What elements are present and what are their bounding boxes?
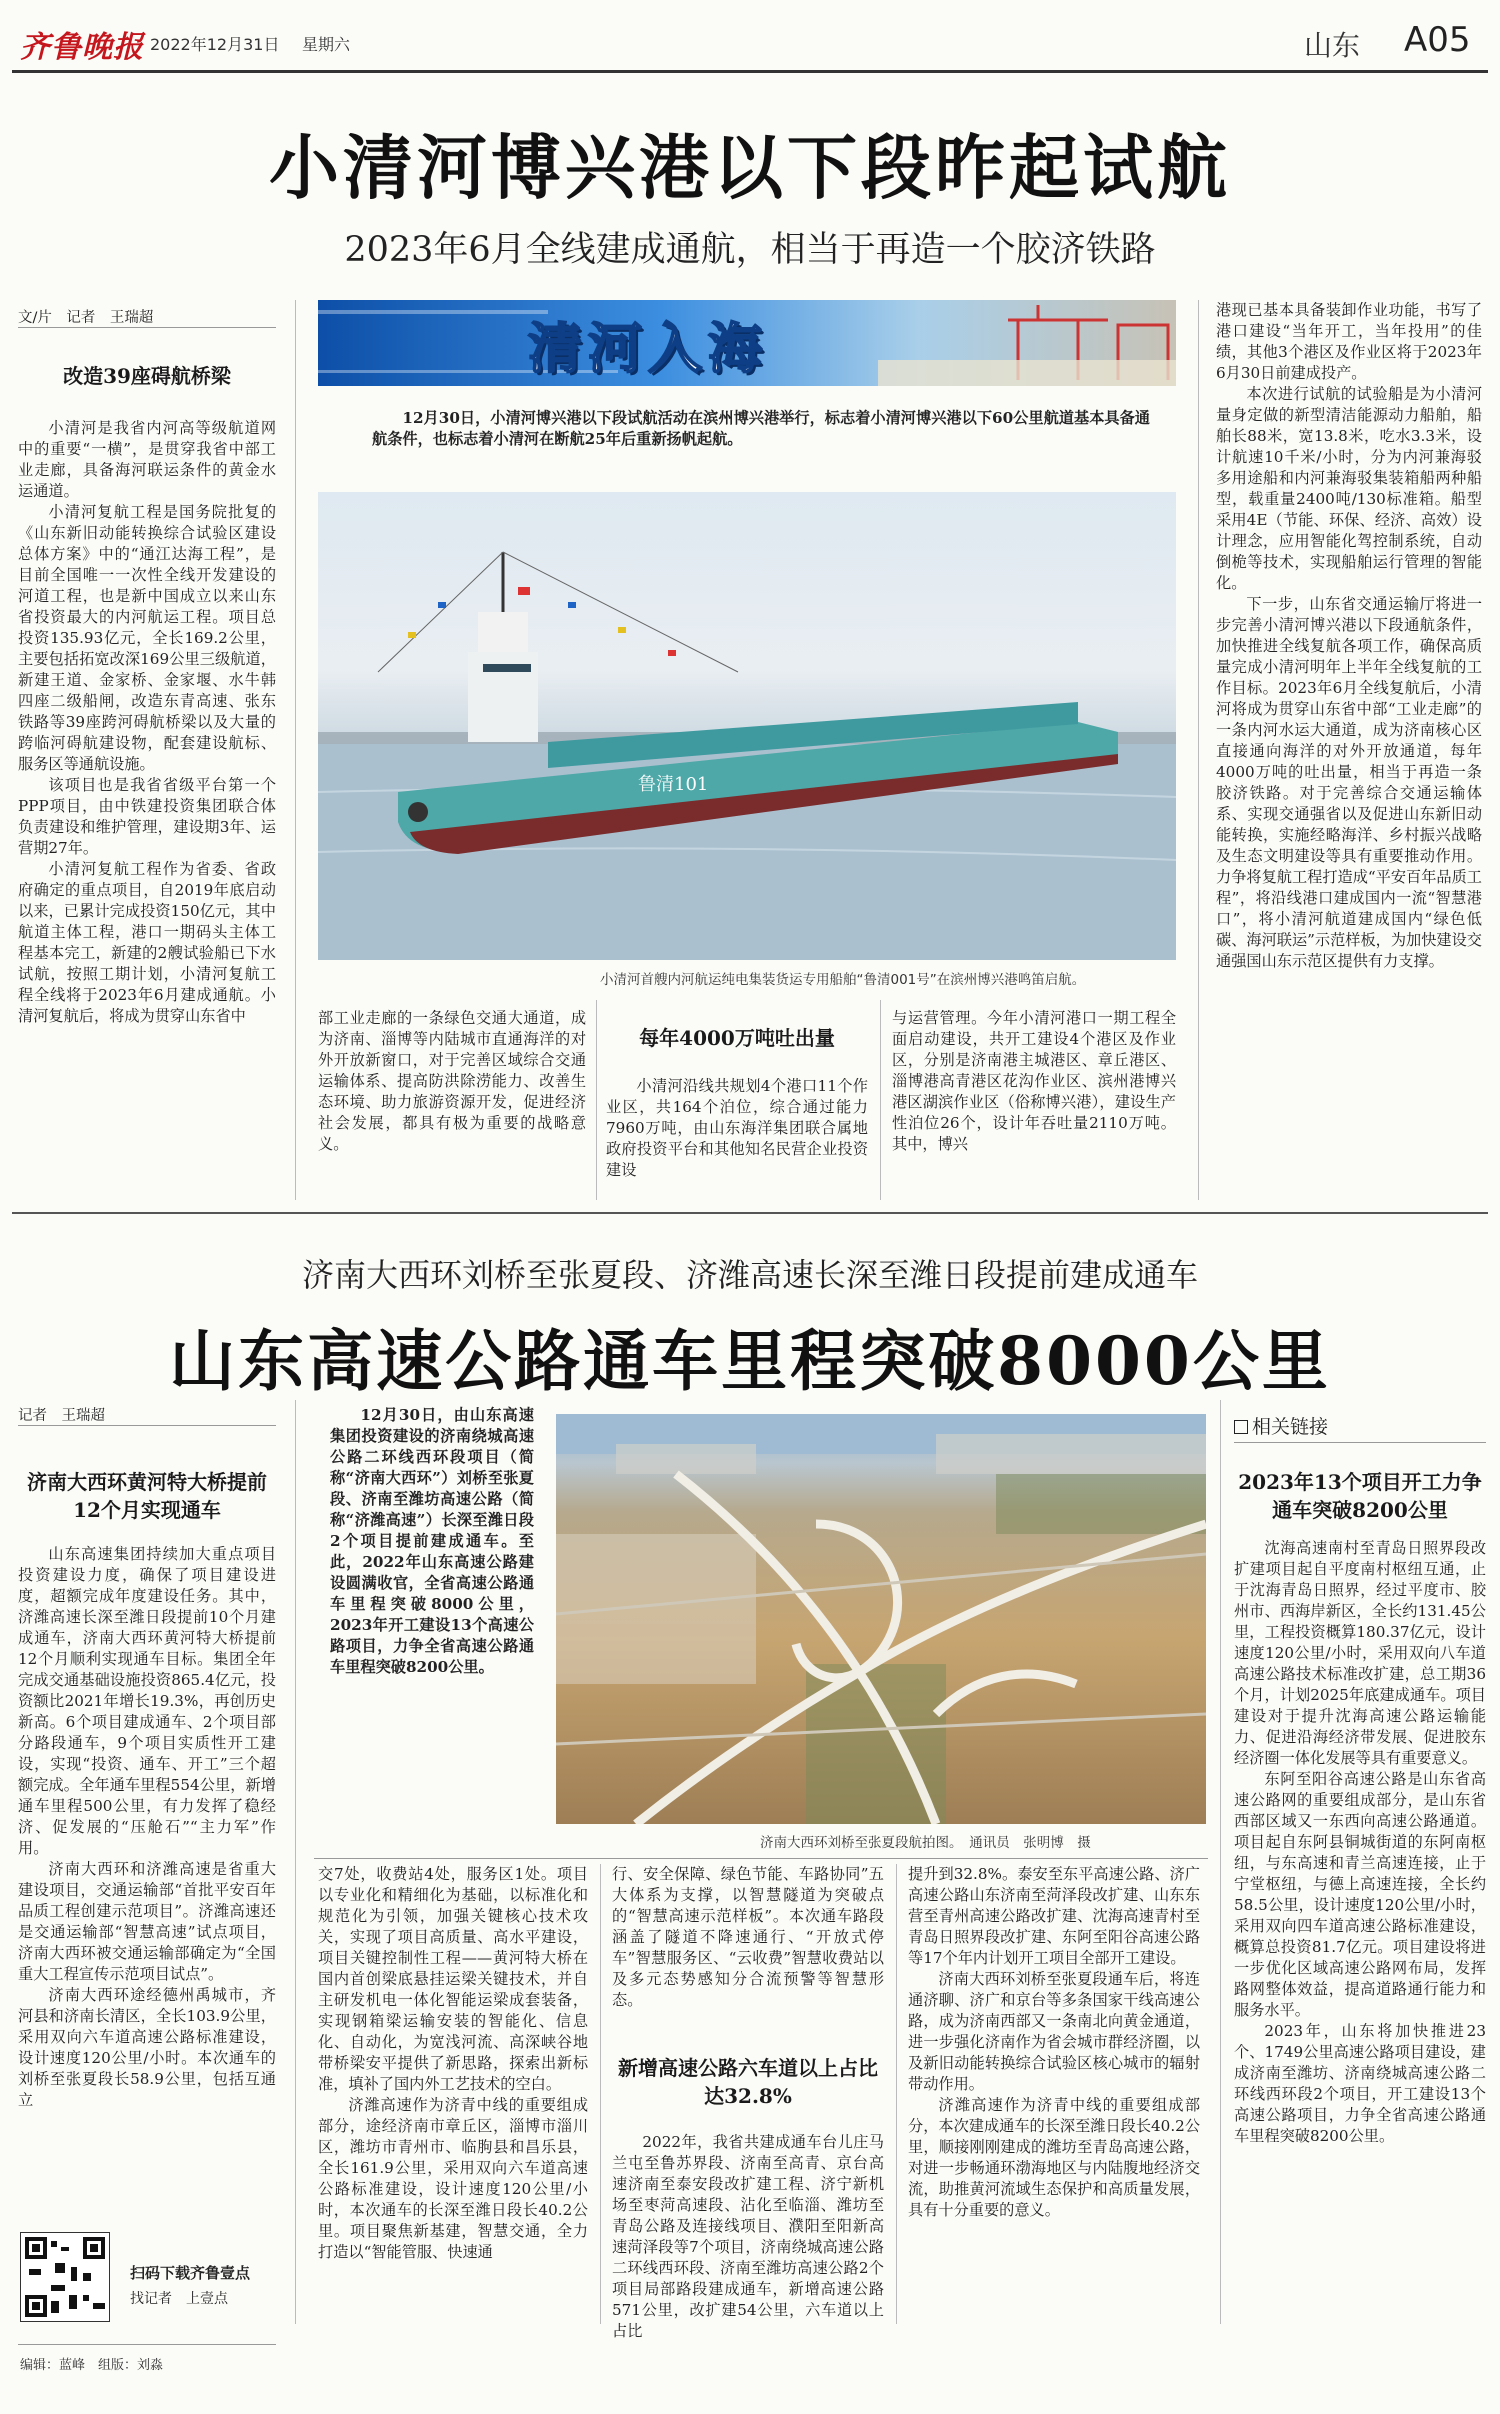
column-divider xyxy=(1220,1400,1221,2324)
column-divider xyxy=(1198,300,1199,1200)
paragraph: 港现已基本具备装卸作业功能，书写了港口建设“当年开工，当年投用”的佳绩，其他3个港区及作业区将于2023年6月30日前建成投产。 xyxy=(1216,301,1482,382)
story2-col3 xyxy=(612,1864,884,2011)
paragraph: 小清河复航工程是国务院批复的《山东新旧动能转换综合试验区建设总体方案》中的“通江达海工程”，是目前全国唯一一次性全线开发建设的河道工程，也是新中国成立以来山东省投资最大的内河航运工程。项目总投资135.93亿元，全长169.2公里，主要包括拓宽改深169公里三级航道，新建王道、金家桥、金家堰、水牛韩四座二级船闸，改造东青高速、张东铁路等39座跨河碍航桥梁以及大量的跨临河碍航建设物，配套建设航标、服务区等通航设施。 xyxy=(18,503,276,773)
story1-subhead-throughput: 每年4000万吨吐出量 xyxy=(639,1026,835,1050)
section-name: 山东 xyxy=(1304,29,1361,62)
story2-col2 xyxy=(318,1864,588,2263)
story2-subhead-lanes: 新增高速公路六车道以上占比达32.8% xyxy=(618,2056,878,2108)
editor-credit: 编辑：蓝峰 组版：刘淼 xyxy=(20,2358,164,2373)
column-divider xyxy=(295,1400,296,2324)
story1-subhead-bridges: 改造39座碍航桥梁 xyxy=(63,364,231,388)
story2-lead: 12月30日，由山东高速集团投资建设的济南绕城高速公路二环线西环段项目（简称“济南大西环”）刘桥至张夏段、济南至潍坊高速公路（简称“济潍高速”）长深至潍日段2个项目提前建成通车。至此，2022年山东高速公路建设圆满收官，全省高速公路通车里程突破8000公里，2023年开工建设13个高速公路项目，力争全省高速公路通车里程突破8200公里。 xyxy=(330,1406,534,1676)
banner-title: 清河入海 xyxy=(528,317,768,380)
story1-col3 xyxy=(606,1076,868,1181)
qr-line1: 扫码下载齐鲁壹点 xyxy=(130,2264,251,2282)
qr-line2: 找记者 上壹点 xyxy=(130,2291,228,2307)
masthead-rule xyxy=(12,70,1488,73)
story2-col1 xyxy=(18,1544,276,2111)
paragraph: 山东高速集团持续加大重点项目投资建设力度，确保了项目建设进度，超额完成年度建设任务。其中，济潍高速长深至潍日段提前10个月建成通车，济南大西环黄河特大桥提前12个月顺利实现通车目标。集团全年完成交通基础设施投资865.4亿元，投资额比2021年增长19.3%，再创历史新高。6个项目建成通车、2个项目部分路段通车，9个项目实质性开工建设，实现“投资、通车、开工”三个超额完成。全年通车里程554公里，新增通车里程500公里，有力发挥了稳经济、促发展的“压舱石”“主力军”作用。 xyxy=(18,1545,276,1857)
paragraph: 东阿至阳谷高速公路是山东省高速公路网的重要组成部分，是山东省西部区域又一东西向高速公路通道。项目起自东阿县铜城街道的东阿南枢纽，与东高速和青兰高速连接，止于宁堂枢纽，与德上高速连接，全长约58.5公里，设计速度120公里/小时，采用双向四车道高速公路标准建设，概算总投资81.7亿元。项目建设将进一步优化区域高速公路网布局，发挥路网整体效益，提高道路通行能力和服务水平。 xyxy=(1234,1770,1486,2019)
related-body xyxy=(1234,1538,1486,2147)
related-link-label xyxy=(1234,1412,1328,1439)
aerial-interchange-photo xyxy=(556,1414,1206,1824)
paragraph: 交7处，收费站4处，服务区1处。项目以专业化和精细化为基础，以标准化和规范化为引领，加强关键核心技术攻关，实现了项目高质量、高水平建设，项目关键控制性工程——黄河特大桥在国内首创梁底悬挂运梁关键技术，并自主研发机电一体化智能运梁成套装备，实现钢箱梁运输安装的智能化、信息化、自动化，为宽浅河流、高深峡谷地带桥梁安平提供了新思路，探索出新标准，填补了国内外工艺技术的空白。 xyxy=(318,1865,588,2093)
paragraph: 小清河是我省内河高等级航道网中的重要“一横”，是贯穿我省中部工业走廊，具备海河联运条件的黄金水运通道。 xyxy=(18,419,276,500)
story2-col3b xyxy=(612,2132,884,2342)
story2-subhead-bridge: 济南大西环黄河特大桥提前12个月实现通车 xyxy=(27,1470,267,1522)
qr-code-icon xyxy=(21,2233,109,2321)
column-divider xyxy=(295,300,296,1200)
aerial-photo-caption: 济南大西环刘桥至张夏段航拍图。 通讯员 张明博 摄 xyxy=(760,1835,1091,1851)
paragraph: 小清河复航工程作为省委、省政府确定的重点项目，自2019年底启动以来，已累计完成投资150亿元，其中航道主体工程，港口一期码头主体工程基本完工，新建的2艘试验船已下水试航，按照工期计划，小清河复航工程全线将于2023年6月建成通航。小清河复航后，将成为贯穿山东省中 xyxy=(18,860,276,1025)
story1-headline: 小清河博兴港以下段昨起试航 xyxy=(269,126,1231,209)
paragraph: 该项目也是我省省级平台第一个PPP项目，由中铁建投资集团联合体负责建设和维护管理，建设期3年、运营期27年。 xyxy=(18,776,276,857)
story1-col2 xyxy=(318,1008,586,1155)
qr-code[interactable] xyxy=(20,2232,110,2322)
paragraph: 下一步，山东省交通运输厅将进一步完善小清河博兴港以下段通航条件，加快推进全线复航各项工作，确保高质量完成小清河明年上半年全线复航的工作目标。2023年6月全线复航后，小清河将成为贯穿山东省中部“工业走廊”的一条内河水运大通道，成为济南核心区直接通向海洋的对外开放通道，每年4000万吨的吐出量，相当于再造一条胶济铁路。对于完善综合交通运输体系、实现交通强省以及促进山东新旧动能转换，实施经略海洋、乡村振兴战略及生态文明建设等具有重要推动作用。力争将复航工程打造成“平安百年品质工程”，将沿线港口建成国内一流“智慧港口”，将小清河航道建成国内“绿色低碳、海河联运”示范样板，为加快建设交通强国山东示范区提供有力支撑。 xyxy=(1216,595,1482,970)
masthead xyxy=(12,18,1488,65)
footer-rule xyxy=(18,2344,276,2345)
issue-date: 2022年12月31日 xyxy=(150,35,280,54)
story1-lead: 12月30日，小清河博兴港以下段试航活动在滨州博兴港举行，标志着小清河博兴港以下60公里航道基本具备通航条件，也标志着小清河在断航25年后重新扬帆起航。 xyxy=(372,409,1150,448)
paragraph: 提升到32.8%。泰安至东平高速公路、济广高速公路山东济南至菏泽段改扩建、山东东营至青州高速公路改扩建、沈海高速青村至青岛日照界段改扩建、东阿至阳谷高速公路等17个年内计划开工项目全部开工建设。 xyxy=(908,1865,1200,1967)
ship-illustration xyxy=(318,492,1176,960)
ship-photo-caption: 小清河首艘内河航运纯电集装货运专用船舶“鲁清001号”在滨州博兴港鸣笛启航。 xyxy=(600,972,1086,988)
paragraph: 部工业走廊的一条绿色交通大通道，成为济南、淄博等内陆城市直通海洋的对外开放新窗口，对于完善区域综合交通运输体系、提高防洪除涝能力、改善生态环境、助力旅游资源开发，促进经济社会发展，都具有极为重要的战略意义。 xyxy=(318,1009,586,1153)
paragraph: 济潍高速作为济青中线的重要组成部分，途经济南市章丘区，淄博市淄川区，潍坊市青州市、临朐县和昌乐县，全长161.9公里，采用双向六车道高速公路标准建设，设计速度120公里/小时，本次通车的长深至潍日段长40.2公里。项目聚焦新基建，智慧交通，全力打造以“智能管服、快速通 xyxy=(318,2096,588,2261)
paragraph: 济南大西环和济潍高速是省重大建设项目，交通运输部“首批平安百年品质工程创建示范项目”。济潍高速还是交通运输部“智慧高速”试点项目，济南大西环被交通运输部确定为“全国重大工程宣传示范项目试点”。 xyxy=(18,1860,276,1983)
paragraph: 济潍高速作为济青中线的重要组成部分，本次建成通车的长深至潍日段长40.2公里，顺接刚刚建成的潍坊至青岛高速公路，对进一步畅通环渤海地区与内陆腹地经济交流，助推黄河流域生态保护和高质量发展，具有十分重要的意义。 xyxy=(908,2096,1201,2219)
column-divider xyxy=(600,1864,601,2324)
qinghe-rumai-banner xyxy=(318,300,1176,386)
story1-byline: 文/片 记者 王瑞超 xyxy=(18,310,154,326)
story-separator xyxy=(12,1212,1488,1214)
story2-headline: 山东高速公路通车里程突破8000公里 xyxy=(169,1322,1331,1400)
related-label-text: 相关链接 xyxy=(1252,1416,1329,1438)
paragraph: 2023年，山东将加快推进23个、1749公里高速公路项目建设，建成济南至潍坊、济南绕城高速公路二环线西环段2个项目，开工建设13个高速公路项目，力争全省高速公路通车里程突破8200公里。 xyxy=(1234,2022,1486,2145)
page-number: A05 xyxy=(1404,20,1471,60)
paragraph: 济南大西环途经德州禹城市，齐河县和济南长清区，全长103.9公里，采用双向六车道高速公路标准建设，设计速度120公里/小时。本次通车的刘桥至张夏段长58.9公里，包括互通立 xyxy=(18,1986,276,2109)
newspaper-logo: 齐鲁晚报 xyxy=(20,30,144,65)
story1-col4 xyxy=(892,1008,1176,1155)
story1-subhead: 2023年6月全线建成通航，相当于再造一个胶济铁路 xyxy=(344,230,1156,270)
related-title: 2023年13个项目开工力争通车突破8200公里 xyxy=(1238,1470,1482,1522)
paragraph: 行、安全保障、绿色节能、车路协同”五大体系为支撑，以智慧隧道为突破点的“智慧高速示范样板”。本次通车路段涵盖了隧道不降速通行、“开放式停车”智慧服务区、“云收费”智慧收费站以及多元态势感知分合流预警等智慧形态。 xyxy=(612,1865,884,2009)
byline-rule xyxy=(18,327,276,328)
column-divider xyxy=(596,1000,597,1200)
column-divider xyxy=(880,1000,881,1200)
square-icon xyxy=(1234,1420,1248,1434)
paragraph: 沈海高速南村至青岛日照界段改扩建项目起自平度南村枢纽互通，止于沈海青岛日照界，经过平度市、胶州市、西海岸新区，全长约131.45公里，工程投资概算180.37亿元，设计速度120公里/小时，采用双向八车道高速公路技术标准改扩建，总工期36个月，计划2025年底建成通车。项目建设对于提升沈海高速公路运输能力、促进沿海经济带发展、促进胶东经济圈一体化发展等具有重要意义。 xyxy=(1234,1539,1486,1767)
story2-col4 xyxy=(908,1864,1200,2221)
ship-photo xyxy=(318,492,1176,960)
paragraph: 小清河沿线共规划4个港口11个作业区，共164个泊位，综合通过能力7960万吨，由山东海洋集团联合属地政府投资平台和其他知名民营企业投资建设 xyxy=(606,1077,868,1179)
story2-kicker: 济南大西环刘桥至张夏段、济潍高速长深至潍日段提前建成通车 xyxy=(301,1256,1198,1294)
paragraph: 本次进行试航的试验船是为小清河量身定做的新型清洁能源动力船舶，船舶长88米，宽13.8米，吃水3.3米，设计航速10千米/小时，分为内河兼海驳多用途船和内河兼海驳集装箱船两种船型，载重量2400吨/130标准箱。船型采用4E（节能、环保、经济、高效）设计理念，应用智能化驾控制系统，自动倒桅等技术，实现船舶运行管理的智能化。 xyxy=(1216,385,1482,592)
story1-col5 xyxy=(1216,300,1482,972)
story1-col1 xyxy=(18,418,276,1027)
paragraph: 2022年，我省共建成通车台儿庄马兰屯至鲁苏界段、济南至高青、京台高速济南至泰安段改扩建工程、济宁新机场至枣菏高速段、沾化至临淄、潍坊至青岛公路及连接线项目、濮阳至阳新高速菏泽段等7个项目，济南绕城高速公路二环线西环段、济南至潍坊高速公路2个项目局部路段建成通车，新增高速公路571公里，改扩建54公里，六车道以上占比 xyxy=(612,2133,884,2340)
paragraph: 与运营管理。今年小清河港口一期工程全面启动建设，共开工建设4个港区及作业区，分别是济南港主城港区、章丘港区、淄博港高青港区花沟作业区、滨州港博兴港区湖滨作业区（俗称博兴港），建设生产性泊位26个，设计年吞吐量2110万吨。其中，博兴 xyxy=(892,1009,1176,1153)
paragraph: 济南大西环刘桥至张夏段通车后，将连通济聊、济广和京台等多条国家干线高速公路，成为济南西部又一条南北向黄金通道，进一步强化济南作为省会城市群经济圈，以及新旧动能转换综合试验区核心城市的辐射带动作用。 xyxy=(908,1970,1200,2093)
interchange-illustration xyxy=(556,1414,1206,1824)
story2-byline: 记者 王瑞超 xyxy=(18,1408,105,1424)
related-rule xyxy=(1234,1442,1486,1443)
column-divider xyxy=(896,1864,897,2324)
issue-weekday: 星期六 xyxy=(302,35,351,54)
rule xyxy=(314,1858,1208,1859)
byline-rule xyxy=(18,1425,276,1426)
ship-name-label: 鲁清101 xyxy=(638,774,709,795)
